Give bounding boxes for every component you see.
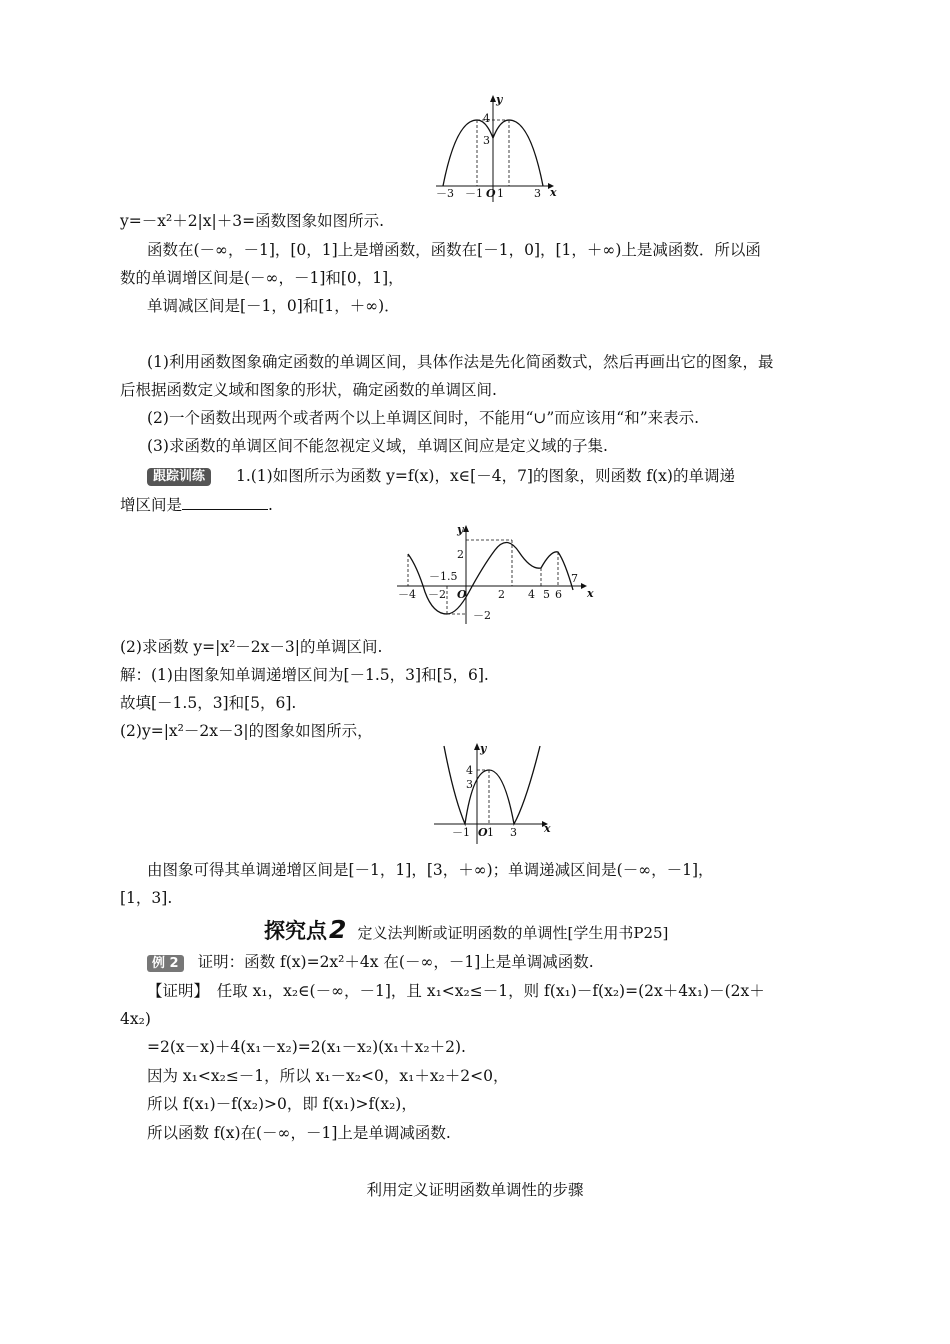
- origin-label: O: [457, 588, 467, 601]
- text-fragment: 增区间是: [120, 496, 183, 514]
- text-line: 后根据函数定义域和图象的形状，确定函数的单调区间.: [120, 381, 497, 399]
- text-line: =2(x－x)＋4(x₁－x₂)=2(x₁－x₂)(x₁＋x₂＋2).: [147, 1038, 466, 1056]
- y-axis-label: y: [480, 742, 487, 755]
- tick-y: 4: [466, 764, 473, 777]
- text-line: 证明：函数 f(x)=2x²＋4x 在(－∞，－1]上是单调减函数.: [197, 953, 594, 971]
- graph-abs-quadratic: [430, 92, 560, 202]
- text-line: 4x₂): [120, 1010, 151, 1028]
- text-line: 数的单调增区间是(－∞，－1]和[0，1]，: [120, 269, 404, 287]
- tick-x: 3: [534, 187, 541, 200]
- tick-x: －1: [452, 826, 470, 839]
- example-row: [147, 952, 594, 972]
- text-line: (2)求函数 y=|x²－2x－3|的单调区间.: [120, 638, 383, 656]
- section-subtitle: 定义法判断或证明函数的单调性[学生用书P25]: [357, 924, 669, 942]
- answer-blank[interactable]: [182, 495, 268, 510]
- text-line: (3)求函数的单调区间不能忽视定义域，单调区间应是定义域的子集.: [147, 437, 608, 455]
- section-heading: [264, 915, 668, 945]
- text-line: [120, 495, 273, 515]
- tick-extra: －1.5: [429, 570, 458, 583]
- text-line: (2)y=|x²－2x－3|的图象如图所示，: [120, 722, 373, 740]
- text-line: 单调减区间是[－1，0]和[1，＋∞)．: [147, 297, 400, 315]
- tick-x: －3: [436, 187, 454, 200]
- tick-x: 7: [571, 572, 578, 585]
- practice-row: [147, 466, 735, 486]
- tick-x: －4: [398, 588, 416, 601]
- text-line: 所以函数 f(x)在(－∞，－1]上是单调减函数.: [147, 1124, 451, 1142]
- text-line: 因为 x₁<x₂≤－1，所以 x₁－x₂<0，x₁＋x₂＋2<0，: [147, 1067, 509, 1085]
- x-axis-label: x: [587, 587, 594, 600]
- tick-x: 6: [555, 588, 562, 601]
- x-axis-label: x: [544, 822, 551, 835]
- text-line: (2)一个函数出现两个或者两个以上单调区间时，不能用“∪”而应该用“和”来表示.: [147, 409, 700, 427]
- tick-x: －1: [465, 187, 483, 200]
- text-line: 解：(1)由图象知单调递增区间为[－1.5，3]和[5，6].: [120, 666, 489, 684]
- section-number: 2: [329, 915, 347, 944]
- tick-y: 3: [466, 778, 473, 791]
- tick-x: 4: [528, 588, 535, 601]
- practice-badge: 跟踪训练: [147, 468, 211, 486]
- graph-abs-poly: [430, 742, 560, 847]
- text-fragment: .: [268, 496, 273, 514]
- text-line: 所以 f(x₁)－f(x₂)>0，即 f(x₁)>f(x₂)，: [147, 1095, 417, 1113]
- origin-label: O: [478, 826, 488, 839]
- footer-heading: 利用定义证明函数单调性的步骤: [366, 1181, 584, 1199]
- x-axis-label: x: [550, 186, 557, 199]
- section-title: 探究点: [264, 919, 327, 943]
- text-line: 由图象可得其单调递增区间是[－1，1]，[3，＋∞)；单调递减区间是(－∞，－1]，: [147, 861, 714, 879]
- tick-x: 2: [498, 588, 505, 601]
- tick-x: 1: [487, 826, 494, 839]
- text-line: 函数在(－∞，－1]，[0，1]上是增函数，函数在[－1，0]，[1，＋∞)上是减函数．所以函: [147, 241, 761, 259]
- tick-y: 4: [483, 112, 490, 125]
- text-line: 1.(1)如图所示为函数 y=f(x)，x∈[－4，7]的图象，则函数 f(x)的单调递: [235, 467, 735, 485]
- curve: [444, 746, 540, 824]
- tick-x: 3: [510, 826, 517, 839]
- tick-x: 1: [497, 187, 504, 200]
- tick-y: －2: [473, 609, 491, 622]
- text-line: [1，3].: [120, 889, 173, 907]
- text-line: y=－x²＋2|x|＋3=函数图象如图所示.: [120, 212, 385, 230]
- tick-x: －2: [428, 588, 446, 601]
- text-line: 【证明】 任取 x₁，x₂∈(－∞，－1]，且 x₁<x₂≤－1，则 f(x₁)－f(x₂)=(2x＋4x₁)－(2x＋: [147, 982, 765, 1000]
- text-line: (1)利用函数图象确定函数的单调区间，具体作法是先化简函数式，然后再画出它的图象，最: [147, 353, 774, 371]
- y-axis-label: y: [496, 93, 503, 106]
- origin-label: O: [486, 187, 496, 200]
- tick-y: 3: [483, 134, 490, 147]
- graph-fx: [395, 522, 595, 627]
- tick-x: 5: [543, 588, 550, 601]
- example-badge: 例 2: [147, 955, 184, 972]
- text-line: 故填[－1.5，3]和[5，6].: [120, 694, 297, 712]
- tick-y: 2: [457, 548, 464, 561]
- y-axis-label: y: [457, 523, 464, 536]
